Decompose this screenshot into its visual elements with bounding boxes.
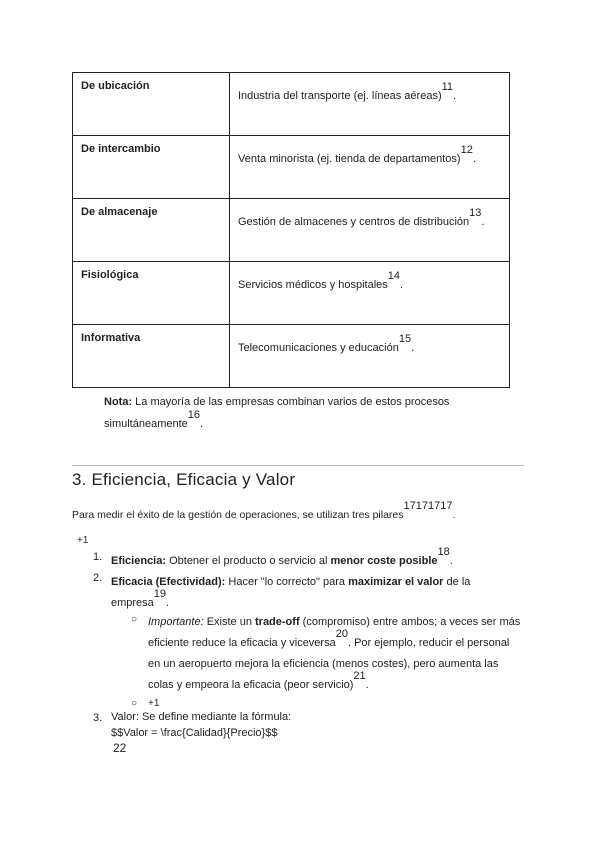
item-text-line4: colas y empeora la eficacia (peor servicio): [148, 679, 354, 691]
footnote-ref[interactable]: 18: [437, 546, 450, 558]
punctuation: .: [200, 418, 204, 430]
example-cell: [230, 262, 510, 325]
horizontal-divider: [72, 465, 524, 466]
process-type-cell: [73, 136, 230, 199]
sub-item-plus-one: +1: [148, 698, 160, 709]
footnote-ref[interactable]: 20: [335, 628, 348, 640]
example-text: Venta minorista (ej. tienda de departamentos): [238, 153, 461, 165]
item-text-line2: empresa: [111, 597, 154, 609]
plus-one-label: +1: [77, 535, 89, 546]
punctuation: .: [481, 216, 485, 228]
item-text-line3: en un aeropuerto mejora la eficiencia (menos costes), pero aumenta las: [148, 658, 499, 670]
item-text: de la: [443, 576, 471, 588]
item-text: Hacer "lo correcto" para: [225, 576, 349, 588]
punctuation: .: [411, 342, 415, 354]
intro-paragraph: [72, 500, 456, 521]
item-label: Eficiencia:: [111, 555, 167, 567]
example-cell: [230, 136, 510, 199]
item-text: Existe un: [203, 616, 255, 628]
list-item-eficiencia: [111, 546, 453, 572]
example-text: Servicios médicos y hospitales: [238, 279, 388, 291]
list-number: 2.: [93, 572, 103, 584]
item-bold-text: maximizar el valor: [348, 576, 444, 588]
table-row: [73, 325, 510, 388]
process-type-label: Fisiológica: [81, 269, 139, 281]
punctuation: .: [452, 509, 456, 521]
item-text: (compromiso) entre ambos; a veces ser más: [299, 616, 521, 628]
table-row: [73, 73, 510, 136]
footnote-ref[interactable]: 21: [353, 670, 366, 682]
process-type-cell: [73, 262, 230, 325]
table-row: [73, 262, 510, 325]
footnote-ref[interactable]: 15: [398, 333, 412, 345]
note-label: Nota:: [104, 396, 133, 408]
item-italic-label: Importante:: [148, 616, 204, 628]
footnote-ref[interactable]: 17171717: [403, 500, 453, 512]
process-type-cell: [73, 325, 230, 388]
process-types-table: [72, 72, 510, 388]
value-formula: $$Valor = \frac{Calidad}{Precio}$$: [111, 727, 278, 739]
process-type-label: De intercambio: [81, 143, 161, 155]
note-text-line2: simultáneamente: [104, 418, 188, 430]
item-text: Obtener el producto o servicio al: [166, 555, 331, 567]
item-bold-text: trade-off: [255, 616, 300, 628]
item-text-line2: eficiente reduce la eficacia y viceversa: [148, 637, 336, 649]
process-type-label: De ubicación: [81, 80, 150, 92]
punctuation: .: [365, 679, 369, 691]
example-text: Industria del transporte (ej. líneas aéreas): [238, 90, 442, 102]
punctuation: .: [400, 279, 404, 291]
punctuation: .: [472, 153, 476, 165]
note-text-line1: La mayoría de las empresas combinan varios de estos procesos: [132, 396, 450, 408]
note-paragraph: [104, 391, 504, 435]
footnote-ref[interactable]: 12: [460, 144, 473, 156]
process-type-label: Informativa: [81, 332, 141, 344]
item-label: Eficacia (Efectividad):: [111, 576, 226, 588]
list-item-valor: Valor: Se define mediante la fórmula:: [111, 711, 292, 723]
sub-item-importante: [148, 612, 538, 696]
list-number: 3.: [93, 712, 103, 724]
item-bold-text: menor coste posible: [330, 555, 438, 567]
footnote-ref[interactable]: 14: [387, 270, 401, 282]
example-cell: [230, 199, 510, 262]
table-row: [73, 136, 510, 199]
list-item-eficacia: [111, 572, 470, 614]
process-type-cell: [73, 199, 230, 262]
example-cell: [230, 325, 510, 388]
punctuation: .: [166, 597, 170, 609]
punctuation: .: [453, 90, 457, 102]
intro-text: Para medir el éxito de la gestión de operaciones, se utilizan tres pilares: [72, 509, 404, 521]
example-cell: [230, 73, 510, 136]
footnote-ref[interactable]: 16: [187, 409, 201, 421]
section-heading: 3. Eficiencia, Eficacia y Valor: [72, 470, 296, 489]
process-type-cell: [73, 73, 230, 136]
footnote-ref[interactable]: 13: [469, 207, 482, 219]
example-text: Gestión de almacenes y centros de distribución: [238, 216, 470, 228]
example-text: Telecomunicaciones y educación: [238, 342, 399, 354]
process-type-label: De almacenaje: [81, 206, 158, 218]
punctuation: .: [449, 555, 453, 567]
footnote-ref[interactable]: 22: [113, 741, 127, 755]
item-text: . Por ejemplo, reducir el personal: [347, 637, 510, 649]
list-number: 1.: [93, 551, 103, 563]
table-row: [73, 199, 510, 262]
footnote-ref[interactable]: 19: [153, 588, 167, 600]
footnote-ref[interactable]: 11: [441, 81, 454, 93]
bullet-circle-icon: ○: [131, 614, 138, 625]
bullet-circle-icon: ○: [131, 698, 138, 709]
